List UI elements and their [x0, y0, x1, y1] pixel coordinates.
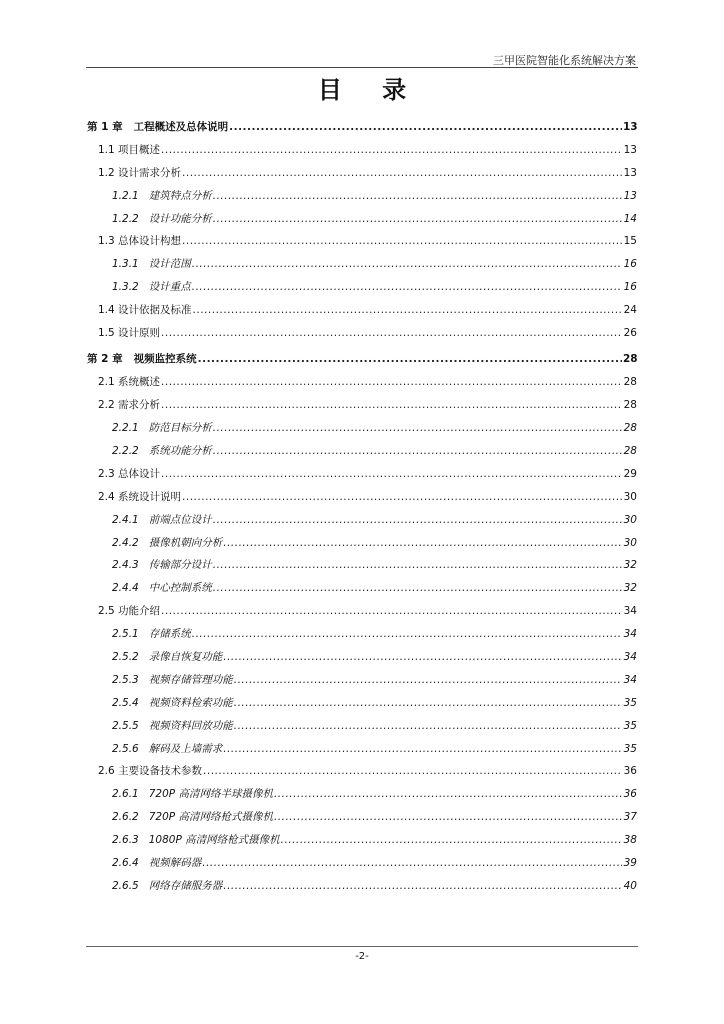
toc-leader-dots: [193, 299, 622, 322]
toc-entry-page: 13: [623, 121, 638, 133]
toc-leader-dots: [213, 577, 622, 600]
toc-entry-number: 2.2: [98, 399, 115, 412]
toc-entry-number: 2.5.2: [112, 650, 139, 663]
toc-leader-dots: [223, 738, 622, 761]
toc-subsection-entry[interactable]: [86, 715, 637, 738]
page-title: 目 录: [317, 75, 423, 104]
toc-entry-number: 2.5.3: [112, 673, 139, 686]
toc-subsection-entry[interactable]: [86, 554, 637, 577]
toc-entry-number: 2.5.5: [112, 719, 139, 732]
toc-subsection-entry[interactable]: [86, 646, 637, 669]
toc-leader-dots: [198, 348, 622, 371]
toc-subsection-entry[interactable]: [86, 276, 637, 299]
toc-entry-title: 建筑特点分析: [148, 189, 212, 202]
toc-entry-title: 视频资料检索功能: [148, 696, 233, 709]
toc-entry-number: 2.5.1: [112, 628, 139, 641]
toc-entry-page: 28: [623, 353, 638, 366]
toc-subsection-entry[interactable]: [86, 669, 637, 692]
toc-entry-number: 2.6.4: [112, 857, 139, 869]
toc-section-entry[interactable]: [86, 139, 637, 162]
toc-section-entry[interactable]: [86, 322, 637, 345]
toc-entry-number: 2.6.1: [112, 788, 139, 801]
toc-leader-dots: [182, 230, 622, 253]
toc-leader-dots: [161, 600, 622, 623]
toc-entry-page: 38: [623, 834, 637, 847]
toc-leader-dots: [213, 440, 622, 463]
toc-entry-number: 1.3.2: [112, 281, 139, 294]
toc-entry-title: 总体设计: [118, 467, 161, 480]
toc-entry-title: 前端点位设计: [148, 513, 212, 526]
toc-entry-title: 工程概述及总体说明: [133, 121, 229, 133]
toc-entry-number: 1.2.2: [112, 212, 139, 225]
toc-entry-page: 36: [623, 788, 637, 801]
toc-entry-page: 34: [623, 628, 637, 641]
toc-entry-page: 34: [623, 673, 637, 686]
toc-entry-page: 13: [623, 189, 637, 202]
toc-section-entry[interactable]: [86, 394, 637, 417]
toc-section-entry[interactable]: [86, 600, 637, 623]
toc-chapter-entry[interactable]: [86, 348, 637, 371]
toc-section-entry[interactable]: [86, 463, 637, 486]
toc-subsection-entry[interactable]: [86, 253, 637, 276]
toc-entry-title: 1080P 高清网络枪式摄像机: [148, 834, 280, 847]
toc-entry-title: 设计功能分析: [148, 212, 212, 225]
toc-leader-dots: [274, 783, 622, 806]
toc-entry-number: 第 1 章: [87, 121, 123, 133]
toc-entry-number: 2.2.2: [112, 444, 139, 457]
toc-entry-number: 2.4: [98, 490, 115, 503]
toc-leader-dots: [229, 116, 622, 139]
toc-entry-page: 28: [623, 444, 637, 457]
toc-subsection-entry[interactable]: [86, 829, 637, 852]
toc-entry-number: 2.6.5: [112, 879, 139, 892]
toc-entry-title: 设计范围: [148, 258, 191, 271]
toc-entry-page: 13: [623, 166, 637, 179]
toc-entry-number: 1.1: [98, 143, 115, 156]
toc-entry-page: 34: [623, 650, 637, 663]
toc-entry-title: 主要设备技术参数: [118, 765, 203, 778]
toc-entry-page: 40: [623, 879, 637, 892]
toc-entry-number: 1.2: [98, 166, 115, 179]
toc-leader-dots: [202, 852, 622, 875]
toc-entry-title: 防范目标分析: [148, 422, 212, 435]
toc-chapter-entry[interactable]: [86, 116, 637, 139]
header-divider: [86, 67, 638, 68]
toc-entry-number: 2.2.1: [112, 422, 139, 435]
toc-entry-number: 1.4: [98, 304, 115, 317]
toc-entry-page: 35: [623, 719, 637, 732]
toc-entry-page: 13: [623, 143, 637, 156]
toc-entry-number: 1.2.1: [112, 189, 139, 202]
toc-leader-dots: [213, 417, 622, 440]
toc-entry-number: 第 2 章: [87, 353, 123, 366]
toc-entry-title: 视频存储管理功能: [148, 673, 233, 686]
toc-entry-title: 网络存储服务器: [148, 879, 223, 892]
toc-entry-number: 2.4.2: [112, 536, 139, 549]
toc-entry-page: 30: [623, 490, 637, 503]
toc-subsection-entry[interactable]: [86, 185, 637, 208]
toc-leader-dots: [213, 554, 622, 577]
toc-entry-page: 26: [623, 327, 637, 340]
toc-entry-title: 720P 高清网络枪式摄像机: [148, 811, 273, 824]
toc-leader-dots: [161, 139, 622, 162]
toc-entry-title: 设计重点: [148, 281, 191, 294]
toc-section-entry[interactable]: [86, 162, 637, 185]
toc-entry-number: 2.3: [98, 467, 115, 480]
toc-subsection-entry[interactable]: [86, 440, 637, 463]
toc-entry-number: 2.6: [98, 765, 115, 778]
toc-entry-page: 35: [623, 696, 637, 709]
toc-entry-title: 系统概述: [118, 376, 161, 389]
toc-entry-number: 2.5.4: [112, 696, 139, 709]
toc-entry-page: 28: [623, 422, 637, 435]
toc-leader-dots: [192, 253, 622, 276]
toc-entry-number: 2.5: [98, 605, 115, 618]
toc-entry-number: 2.5.6: [112, 742, 139, 755]
toc-entry-page: 29: [623, 467, 637, 480]
toc-leader-dots: [161, 394, 622, 417]
toc-entry-title: 系统功能分析: [148, 444, 212, 457]
header-doc-title: 三甲医院智能化系统解决方案: [493, 54, 636, 67]
toc-leader-dots: [182, 486, 622, 509]
toc-entry-page: 24: [623, 304, 637, 317]
toc-section-entry[interactable]: [86, 371, 637, 394]
table-of-contents: [86, 116, 637, 898]
toc-entry-title: 系统设计说明: [118, 490, 182, 503]
toc-leader-dots: [192, 623, 622, 646]
toc-subsection-entry[interactable]: [86, 577, 637, 600]
toc-entry-title: 需求分析: [118, 399, 161, 412]
toc-entry-title: 项目概述: [118, 143, 161, 156]
toc-entry-number: 2.6.3: [112, 834, 139, 847]
toc-entry-title: 设计依据及标准: [118, 304, 192, 317]
toc-section-entry[interactable]: [86, 486, 637, 509]
toc-subsection-entry[interactable]: [86, 738, 637, 761]
toc-entry-page: 36: [623, 765, 637, 778]
toc-leader-dots: [161, 371, 622, 394]
toc-entry-page: 34: [623, 605, 637, 618]
toc-leader-dots: [223, 646, 622, 669]
toc-leader-dots: [203, 760, 622, 783]
toc-entry-page: 28: [623, 399, 637, 412]
toc-leader-dots: [223, 532, 622, 555]
toc-entry-page: 16: [623, 281, 637, 294]
toc-entry-page: 32: [623, 582, 637, 595]
toc-subsection-entry[interactable]: [86, 532, 637, 555]
toc-entry-title: 功能介绍: [118, 605, 161, 618]
toc-leader-dots: [234, 669, 622, 692]
toc-subsection-entry[interactable]: [86, 208, 637, 231]
toc-leader-dots: [234, 692, 622, 715]
toc-entry-title: 存储系统: [148, 628, 191, 641]
toc-entry-title: 视频解码器: [148, 857, 202, 869]
toc-leader-dots: [213, 208, 622, 231]
toc-subsection-entry[interactable]: [86, 623, 637, 646]
toc-leader-dots: [182, 162, 622, 185]
toc-entry-title: 720P 高清网络半球摄像机: [148, 788, 273, 801]
toc-entry-number: 2.6.2: [112, 811, 139, 824]
toc-subsection-entry[interactable]: [86, 852, 637, 875]
toc-leader-dots: [161, 463, 622, 486]
toc-entry-number: 2.4.1: [112, 513, 139, 526]
toc-entry-title: 设计需求分析: [118, 166, 182, 179]
toc-leader-dots: [213, 185, 622, 208]
toc-leader-dots: [213, 509, 622, 532]
toc-entry-page: 14: [623, 212, 637, 225]
toc-entry-page: 16: [623, 258, 637, 271]
toc-entry-page: 15: [623, 235, 637, 248]
toc-subsection-entry[interactable]: [86, 806, 637, 829]
footer-page-number: -2-: [355, 951, 369, 962]
toc-entry-number: 2.4.3: [112, 559, 139, 572]
toc-subsection-entry[interactable]: [86, 509, 637, 532]
toc-entry-page: 32: [623, 559, 637, 572]
toc-entry-title: 视频监控系统: [133, 353, 197, 366]
toc-entry-number: 1.3: [98, 235, 115, 248]
toc-entry-page: 30: [623, 513, 637, 526]
toc-entry-page: 30: [623, 536, 637, 549]
toc-leader-dots: [161, 322, 622, 345]
toc-entry-title: 解码及上墙需求: [148, 742, 223, 755]
toc-subsection-entry[interactable]: [86, 875, 637, 898]
toc-entry-number: 1.3.1: [112, 258, 139, 271]
toc-entry-page: 37: [623, 811, 637, 824]
toc-leader-dots: [281, 829, 622, 852]
toc-subsection-entry[interactable]: [86, 417, 637, 440]
toc-entry-page: 35: [623, 742, 637, 755]
toc-entry-title: 传输部分设计: [148, 559, 212, 572]
toc-section-entry[interactable]: [86, 299, 637, 322]
toc-subsection-entry[interactable]: [86, 783, 637, 806]
toc-section-entry[interactable]: [86, 230, 637, 253]
footer-divider: [86, 946, 638, 947]
toc-entry-title: 中心控制系统: [148, 582, 212, 595]
toc-entry-page: 39: [623, 857, 637, 869]
toc-entry-number: 2.4.4: [112, 582, 139, 595]
toc-entry-page: 28: [623, 376, 637, 389]
toc-entry-title: 视频资料回放功能: [148, 719, 233, 732]
toc-leader-dots: [223, 875, 622, 898]
toc-subsection-entry[interactable]: [86, 692, 637, 715]
toc-leader-dots: [192, 276, 622, 299]
toc-section-entry[interactable]: [86, 760, 637, 783]
toc-leader-dots: [234, 715, 622, 738]
toc-entry-title: 录像自恢复功能: [148, 650, 223, 663]
toc-entry-number: 1.5: [98, 327, 115, 340]
toc-entry-title: 总体设计构想: [118, 235, 182, 248]
toc-entry-number: 2.1: [98, 376, 115, 389]
toc-entry-title: 摄像机朝向分析: [148, 536, 223, 549]
toc-entry-title: 设计原则: [118, 327, 161, 340]
toc-leader-dots: [274, 806, 622, 829]
